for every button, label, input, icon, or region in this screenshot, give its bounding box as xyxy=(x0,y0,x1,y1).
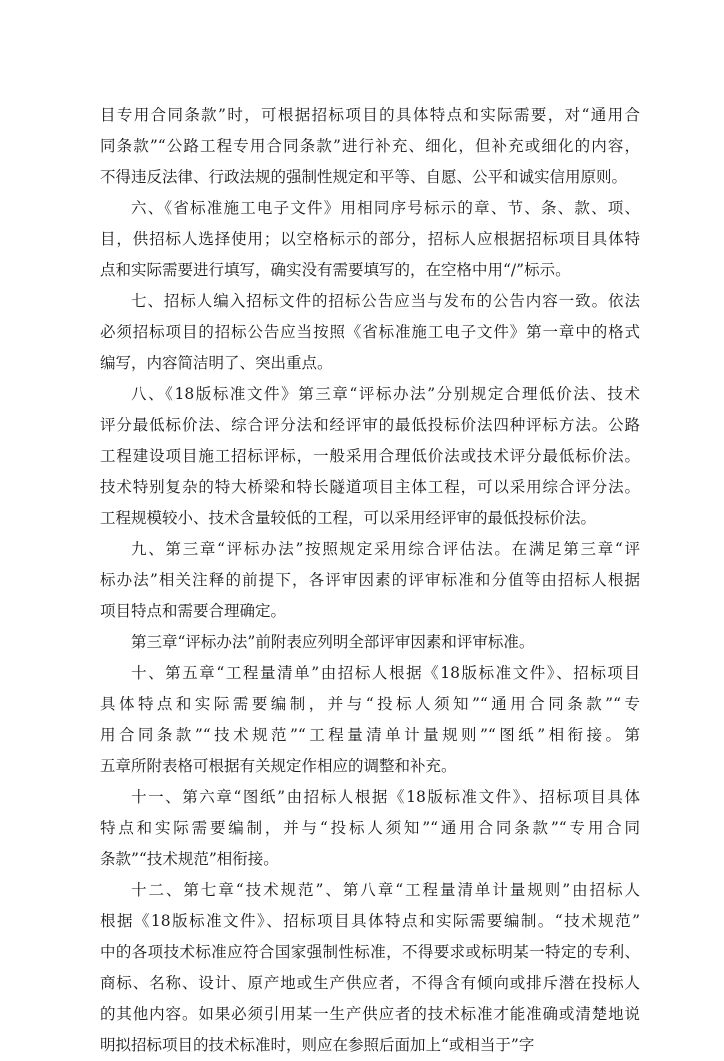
text-line: 十一、第六章“图纸”由招标人根据《18版标准文件》、招标项目具体 xyxy=(131,788,640,806)
text-line: 不得违反法律、行政法规的强制性规定和平等、自愿、公平和诚实信用原则。 xyxy=(100,168,628,186)
paragraph xyxy=(100,100,640,193)
text-line: 目，供招标人选择使用；以空格标示的部分，招标人应根据招标项目具体特 xyxy=(100,230,640,248)
paragraph xyxy=(100,627,640,658)
text-line: 编写，内容简洁明了、突出重点。 xyxy=(100,354,333,372)
text-line: 技术特别复杂的特大桥梁和特长隧道项目主体工程，可以采用综合评分法。 xyxy=(100,478,640,496)
text-line: 特点和实际需要编制，并与“投标人须知”“通用合同条款”“专用合同 xyxy=(100,819,640,837)
text-line: 工程规模较小、技术含量较低的工程，可以采用经评审的最低投标价法。 xyxy=(100,509,597,527)
text-line: 七、招标人编入招标文件的招标公告应当与发布的公告内容一致。依法 xyxy=(131,292,640,310)
text-line: 十二、第七章“技术规范”、第八章“工程量清单计量规则”由招标人 xyxy=(131,881,640,899)
text-line: 商标、名称、设计、原产地或生产供应者，不得含有倾向或排斥潜在投标人 xyxy=(100,974,640,992)
text-line: 六、《省标准施工电子文件》用相同序号标示的章、节、条、款、项、 xyxy=(131,199,640,217)
paragraph xyxy=(100,782,640,875)
text-line: 项目特点和需要合理确定。 xyxy=(100,602,287,620)
paragraph xyxy=(100,286,640,379)
text-line: 工程建设项目施工招标评标，一般采用合理低价法或技术评分最低标价法。 xyxy=(100,447,640,465)
paragraph xyxy=(100,379,640,534)
text-line: 根据《18版标准文件》、招标项目具体特点和实际需要编制。“技术规范” xyxy=(100,912,640,930)
paragraph xyxy=(100,534,640,627)
text-line: 十、第五章“工程量清单”由招标人根据《18版标准文件》、招标项目 xyxy=(131,664,640,682)
text-line: 中的各项技术标准应符合国家强制性标准，不得要求或标明某一特定的专利、 xyxy=(100,943,640,961)
text-line: 条款”“技术规范”相衔接。 xyxy=(100,850,279,868)
text-line: 用合同条款”“技术规范”“工程量清单计量规则”“图纸”相衔接。第 xyxy=(100,726,640,744)
paragraph xyxy=(100,875,640,1061)
text-line: 第三章“评标办法”前附表应列明全部评审因素和评审标准。 xyxy=(131,633,535,651)
document-body xyxy=(100,100,640,1061)
text-line: 点和实际需要进行填写，确实没有需要填写的，在空格中用“/”标示。 xyxy=(100,261,571,279)
text-line: 八、《18版标准文件》第三章“评标办法”分别规定合理低价法、技术 xyxy=(131,385,640,403)
text-line: 九、第三章“评标办法”按照规定采用综合评估法。在满足第三章“评 xyxy=(131,540,640,558)
text-line: 标办法”相关注释的前提下，各评审因素的评审标准和分值等由招标人根据 xyxy=(100,571,640,589)
text-line: 同条款”“公路工程专用合同条款”进行补充、细化，但补充或细化的内容， xyxy=(100,137,640,155)
paragraph xyxy=(100,193,640,286)
text-line: 明拟招标项目的技术标准时，则应在参照后面加上“或相当于”字 xyxy=(100,1036,535,1054)
text-line: 的其他内容。如果必须引用某一生产供应者的技术标准才能准确或清楚地说 xyxy=(100,1005,640,1023)
text-line: 必须招标项目的招标公告应当按照《省标准施工电子文件》第一章中的格式 xyxy=(100,323,640,341)
text-line: 目专用合同条款”时，可根据招标项目的具体特点和实际需要，对“通用合 xyxy=(100,106,640,124)
paragraph xyxy=(100,658,640,782)
text-line: 评分最低标价法、综合评分法和经评审的最低投标价法四种评标方法。公路 xyxy=(100,416,640,434)
text-line: 五章所附表格可根据有关规定作相应的调整和补充。 xyxy=(100,757,457,775)
text-line: 具体特点和实际需要编制，并与“投标人须知”“通用合同条款”“专 xyxy=(100,695,640,713)
